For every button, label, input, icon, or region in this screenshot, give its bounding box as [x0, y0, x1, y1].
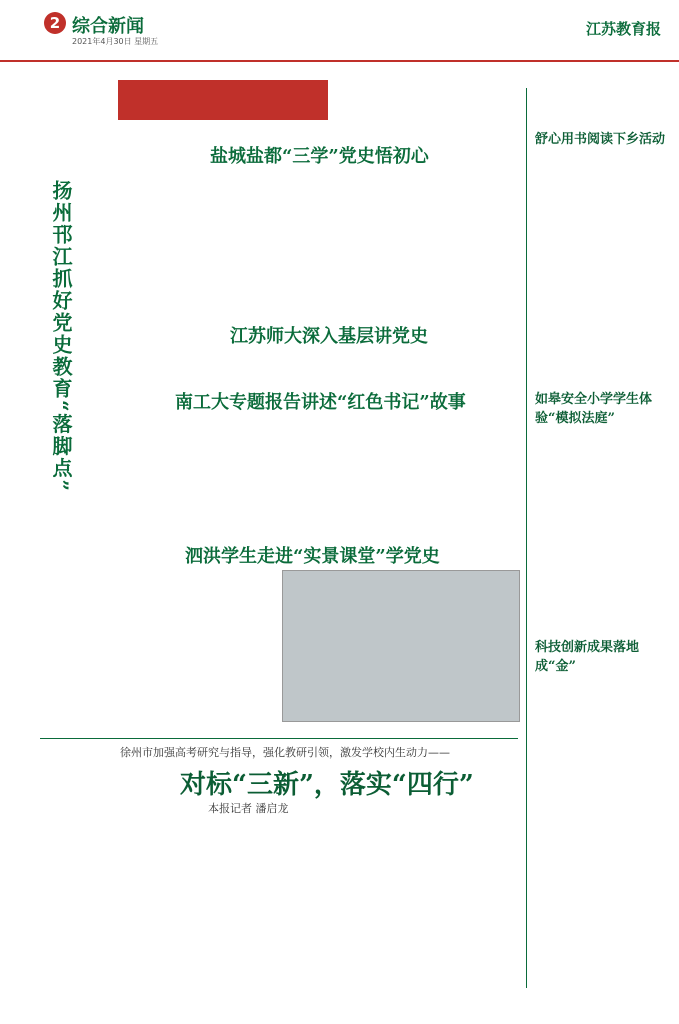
headline-main: 对标“三新”，落实“四行”	[180, 770, 474, 800]
issue-date: 2021年4月30日 星期五	[72, 37, 159, 46]
main-kicker: 徐州市加强高考研究与指导，强化教研引领，激发学校内生动力——	[120, 746, 450, 759]
headline-side-2: 如皋安全小学学生体验“模拟法庭”	[535, 392, 653, 426]
headline-yancheng: 盐城盐都“三学”党史悟初心	[210, 146, 429, 167]
body-main	[90, 822, 520, 1002]
divider	[40, 738, 518, 739]
headline-yangzhou: 扬州邗江抓好党史教育“落脚点”	[49, 180, 73, 494]
masthead-logo: 江苏教育报	[585, 20, 661, 38]
section-name: 综合新闻	[72, 16, 144, 37]
headline-suqian: 泗洪学生走进“实景课堂”学党史	[185, 546, 440, 567]
headline-jiangshi: 江苏师大深入基层讲党史	[230, 326, 428, 347]
body-side-1	[535, 164, 665, 364]
body-side-3	[535, 674, 665, 974]
body-side-2	[535, 424, 665, 604]
news-photo	[282, 570, 520, 722]
body-nanjing	[158, 415, 518, 535]
headline-side-3: 科技创新成果落地成“金”	[535, 640, 640, 674]
top-banner	[118, 80, 328, 120]
page-number: 2	[44, 12, 66, 34]
headline-nanjing: 南工大专题报告讲述“红色书记”故事	[175, 392, 466, 413]
page-header	[0, 0, 679, 62]
headline-side-1: 舒心用书阅读下乡活动	[535, 132, 666, 147]
body-yancheng	[158, 170, 518, 310]
right-column	[526, 88, 667, 988]
body-suqian	[90, 570, 270, 730]
main-byline: 本报记者 潘启龙	[208, 802, 289, 815]
